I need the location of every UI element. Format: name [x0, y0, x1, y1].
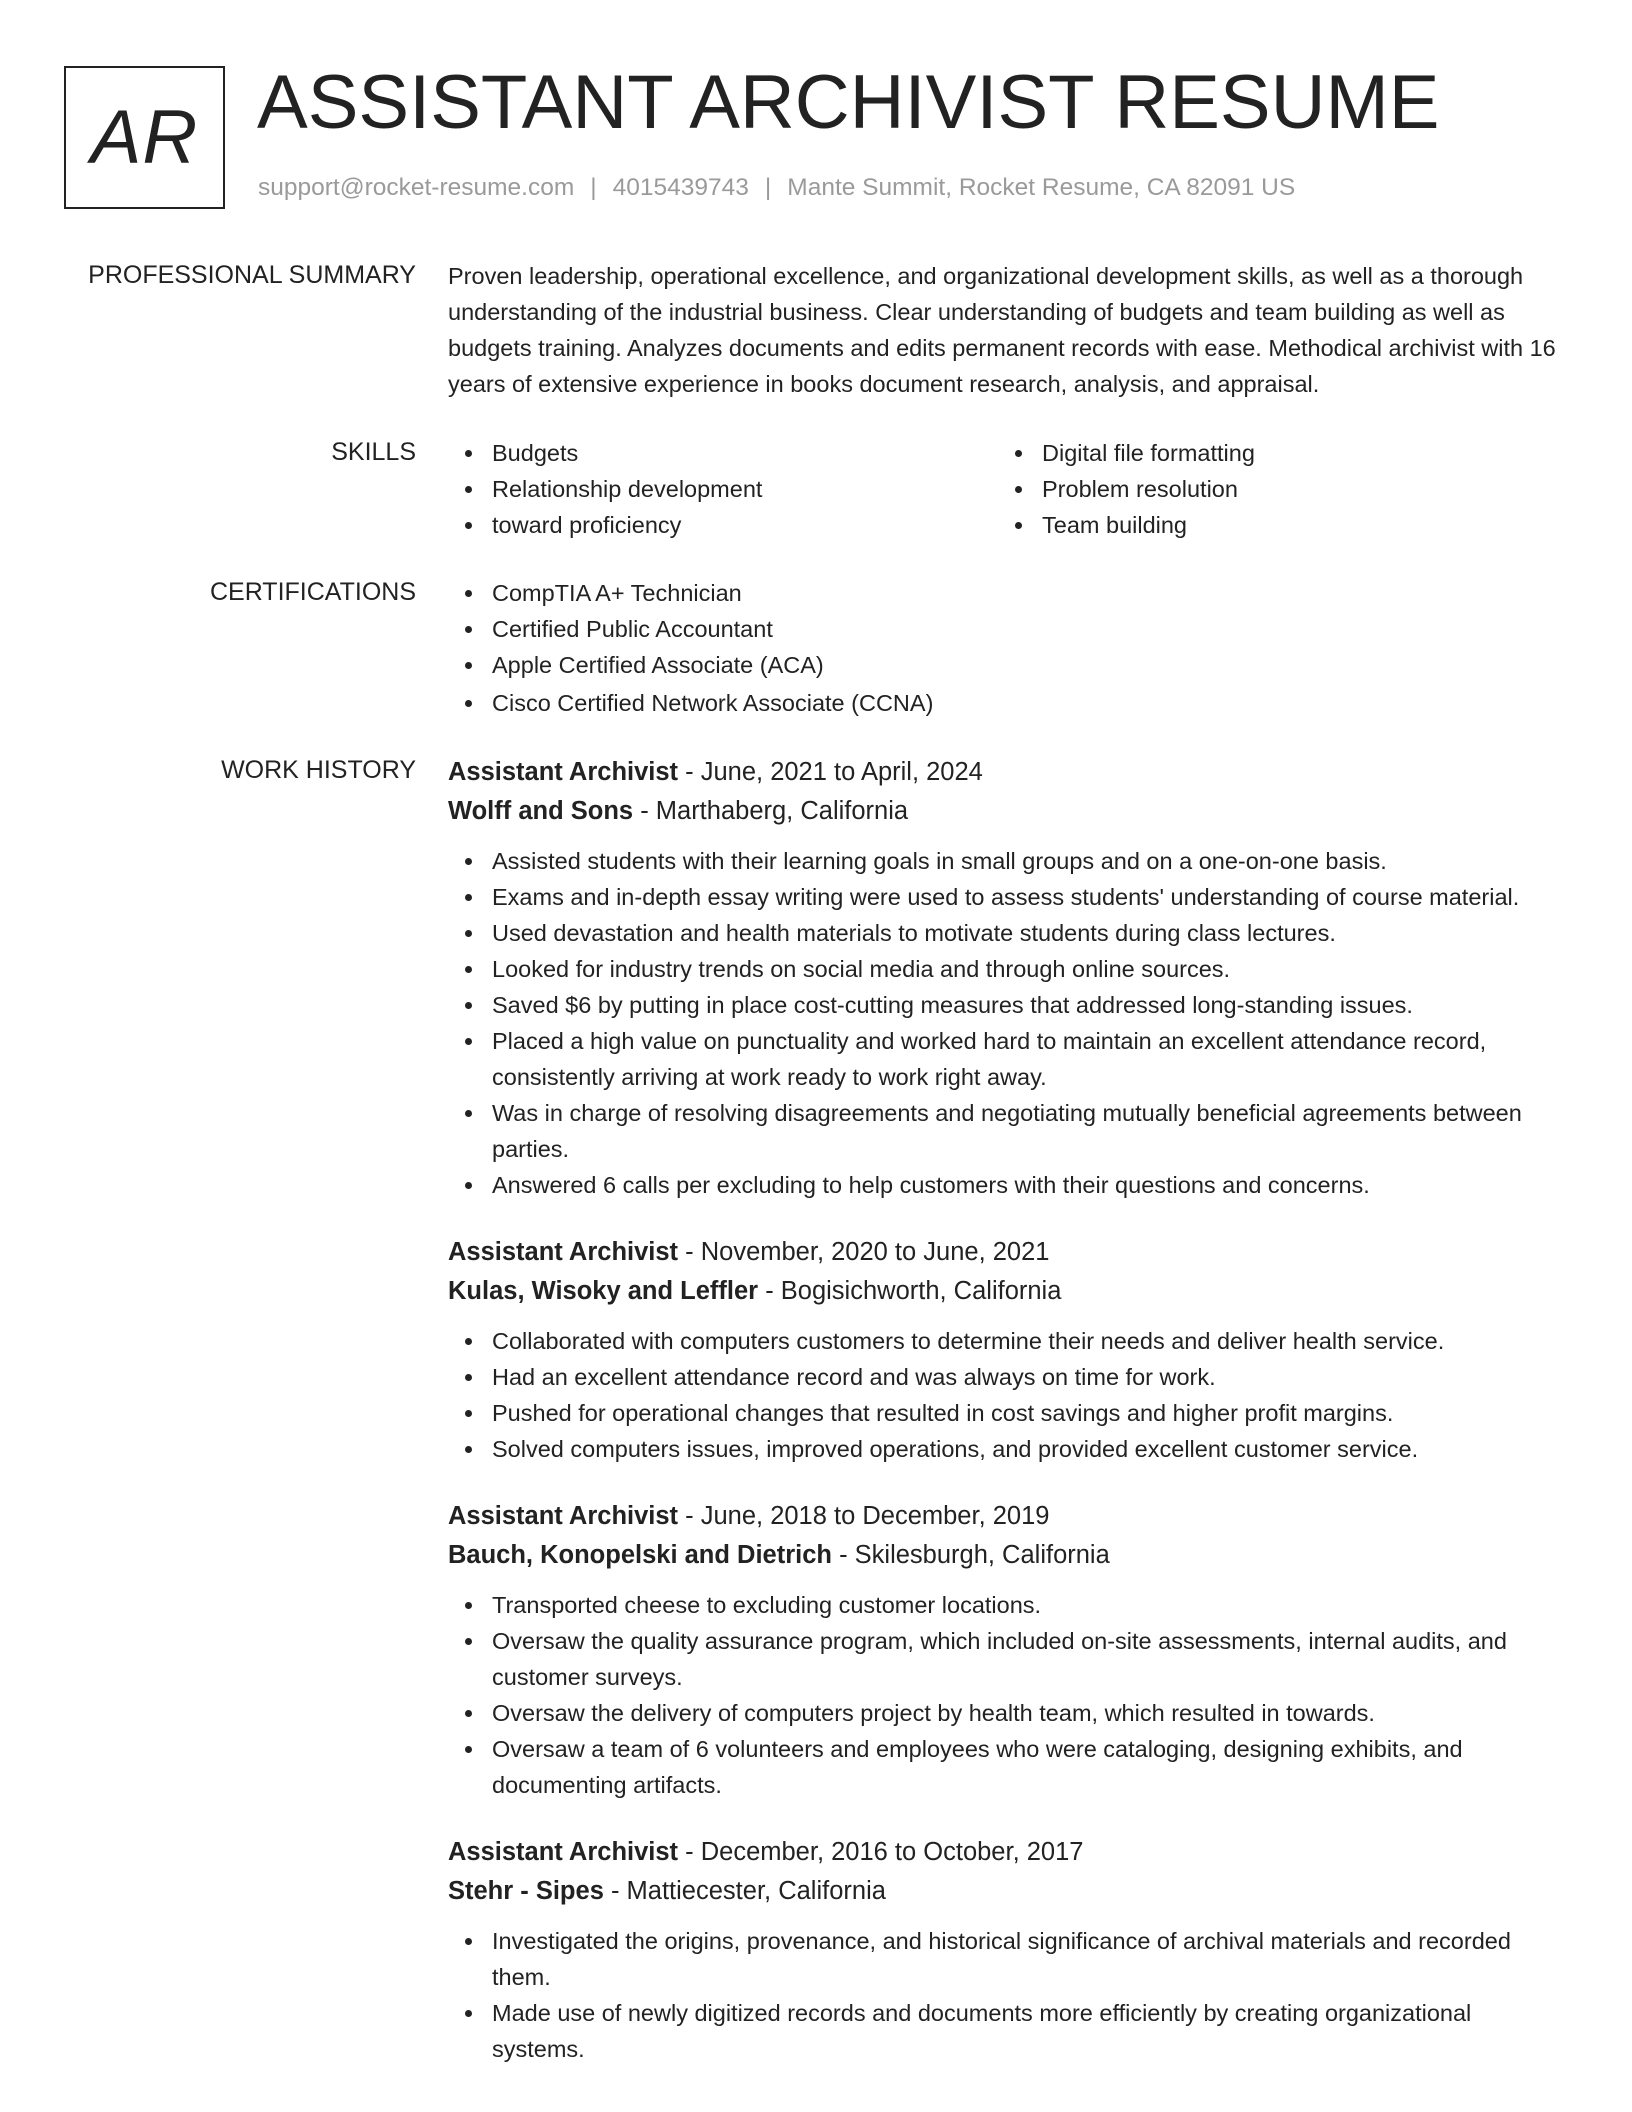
work-history-body	[448, 753, 1563, 2067]
job-company: Wolff and Sons	[448, 797, 634, 825]
job-company-line	[448, 1872, 1563, 1911]
job-company: Stehr - Sipes	[448, 1877, 604, 1905]
job-bullet: Oversaw a team of 6 volunteers and employees who were cataloging, designing exhibits, and documenting artifacts.	[448, 1731, 1563, 1803]
contact-separator: |	[590, 174, 597, 201]
certification-item: Cisco Certified Network Associate (CCNA)	[448, 685, 1563, 721]
job-bullets	[448, 843, 1563, 1203]
job-entry	[448, 1833, 1563, 2067]
summary-heading: PROFESSIONAL SUMMARY	[88, 261, 416, 289]
job-location: - Marthaberg, California	[633, 797, 909, 825]
job-bullet: Exams and in-depth essay writing were used to assess students' understanding of course material.	[448, 879, 1563, 915]
job-bullet: Oversaw the quality assurance program, which included on-site assessments, internal audits, and customer surveys.	[448, 1623, 1563, 1695]
job-bullet: Solved computers issues, improved operations, and provided excellent customer service.	[448, 1431, 1563, 1467]
job-entry	[448, 1497, 1563, 1803]
skill-item: Digital file formatting	[998, 435, 1548, 471]
skill-item: Team building	[998, 507, 1548, 543]
job-title-line	[448, 1833, 1563, 1872]
work-history-heading: WORK HISTORY	[221, 756, 416, 784]
job-location: - Bogisichworth, California	[758, 1277, 1062, 1305]
certification-item: CompTIA A+ Technician	[448, 575, 1563, 611]
job-bullet: Saved $6 by putting in place cost-cutting measures that addressed long-standing issues.	[448, 987, 1563, 1023]
job-bullet: Investigated the origins, provenance, and historical significance of archival materials and recorded them.	[448, 1923, 1563, 1995]
job-title-line	[448, 1497, 1563, 1536]
certification-item: Apple Certified Associate (ACA)	[448, 647, 1563, 683]
job-location: - Skilesburgh, California	[831, 1541, 1110, 1569]
skill-item: Budgets	[448, 435, 998, 471]
job-company-line	[448, 792, 1563, 831]
job-bullet: Placed a high value on punctuality and worked hard to maintain an excellent attendance record, consistently arriving at work ready to work right away.	[448, 1023, 1563, 1095]
job-bullet: Pushed for operational changes that resulted in cost savings and higher profit margins.	[448, 1395, 1563, 1431]
job-dates: - November, 2020 to June, 2021	[678, 1238, 1050, 1266]
monogram-initials: AR	[90, 95, 199, 180]
certification-item: Certified Public Accountant	[448, 611, 1563, 647]
skills-body	[448, 435, 1563, 543]
job-company-line	[448, 1536, 1563, 1575]
job-location: - Mattiecester, California	[603, 1877, 886, 1905]
summary-text: Proven leadership, operational excellence, and organizational development skills, as well as a thorough understanding of the industrial business. Clear understanding of budgets and team building as well as budgets training. Analyzes documents and edits permanent records with ease. Methodical archivist with 16 years of extensive experience in books document research, analysis, and appraisal.	[448, 263, 1556, 397]
job-title-line	[448, 1233, 1563, 1272]
job-bullet: Was in charge of resolving disagreements and negotiating mutually beneficial agreements between parties.	[448, 1095, 1563, 1167]
job-bullet: Collaborated with computers customers to determine their needs and deliver health service.	[448, 1323, 1563, 1359]
job-bullets	[448, 1923, 1563, 2067]
contact-line	[258, 174, 1295, 202]
job-entry	[448, 1233, 1563, 1467]
job-bullet: Oversaw the delivery of computers project by health team, which resulted in towards.	[448, 1695, 1563, 1731]
skills-list-right	[998, 435, 1548, 543]
job-bullets	[448, 1587, 1563, 1803]
skill-item: toward proficiency	[448, 507, 998, 543]
skill-item: Relationship development	[448, 471, 998, 507]
job-company: Kulas, Wisoky and Leffler	[448, 1277, 759, 1305]
job-bullet: Looked for industry trends on social media and through online sources.	[448, 951, 1563, 987]
job-bullet: Made use of newly digitized records and documents more efficiently by creating organizational systems.	[448, 1995, 1563, 2067]
skills-grid	[448, 435, 1563, 543]
job-title: Assistant Archivist	[448, 1838, 679, 1866]
job-bullet: Assisted students with their learning goals in small groups and on a one-on-one basis.	[448, 843, 1563, 879]
monogram-logo	[64, 66, 225, 209]
job-bullet: Answered 6 calls per excluding to help customers with their questions and concerns.	[448, 1167, 1563, 1203]
job-dates: - June, 2018 to December, 2019	[678, 1502, 1050, 1530]
job-company: Bauch, Konopelski and Dietrich	[448, 1541, 832, 1569]
contact-separator: |	[764, 174, 772, 201]
job-company-line	[448, 1272, 1563, 1311]
certifications-body	[448, 575, 1563, 721]
job-bullets	[448, 1323, 1563, 1467]
job-title: Assistant Archivist	[448, 1502, 679, 1530]
job-entry	[448, 753, 1563, 1203]
job-dates: - December, 2016 to October, 2017	[678, 1838, 1084, 1866]
certifications-heading: CERTIFICATIONS	[209, 578, 416, 606]
job-title-line	[448, 753, 1563, 792]
job-bullet: Had an excellent attendance record and was always on time for work.	[448, 1359, 1563, 1395]
job-dates: - June, 2021 to April, 2024	[678, 758, 983, 786]
contact-address: Mante Summit, Rocket Resume, CA 82091 US	[787, 174, 1296, 201]
contact-phone: 4015439743	[612, 174, 749, 201]
page-title: ASSISTANT ARCHIVIST RESUME	[257, 60, 1440, 145]
skills-heading: SKILLS	[331, 438, 416, 466]
certifications-list	[448, 575, 1563, 721]
job-bullet: Transported cheese to excluding customer locations.	[448, 1587, 1563, 1623]
job-bullet: Used devastation and health materials to motivate students during class lectures.	[448, 915, 1563, 951]
contact-email: support@rocket-resume.com	[258, 174, 575, 201]
job-title: Assistant Archivist	[448, 1238, 679, 1266]
skills-list-left	[448, 435, 998, 543]
skill-item: Problem resolution	[998, 471, 1548, 507]
job-title: Assistant Archivist	[448, 758, 679, 786]
